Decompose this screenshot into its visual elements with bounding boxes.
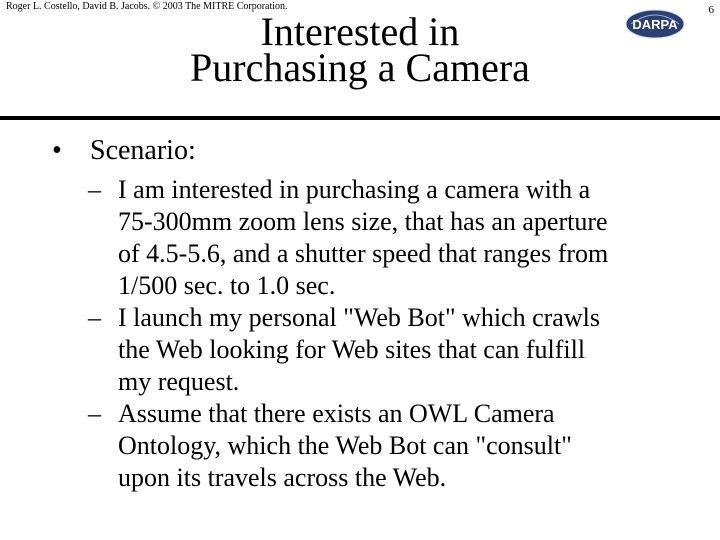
dash-marker: – [88,175,101,204]
copyright-credit: Roger L. Costello, David B. Jacobs. © 2003 The MITRE Corporation. [6,1,288,12]
dash-marker: – [88,399,101,428]
sub-bullet-text [118,174,608,302]
bullet-dot: • [52,135,62,166]
title-line-2: Purchasing a Camera [190,45,530,90]
sub-bullet-line: 1/500 sec. to 1.0 sec. [118,271,336,300]
sub-bullet-item [88,398,678,494]
dash-marker: – [88,303,101,332]
sub-bullet-line: 75-300mm zoom lens size, that has an aperture [118,207,608,236]
sub-bullet-line: Ontology, which the Web Bot can "consult" [118,431,572,460]
title-divider [0,116,720,120]
sub-bullet-text [118,398,572,494]
title-line-1: Interested in [260,9,460,54]
sub-bullet-item [88,302,678,398]
sub-bullet-line: I launch my personal "Web Bot" which crawls [118,303,600,332]
darpa-logo-text: DARPA [632,17,678,32]
sub-bullet-line: of 4.5-5.6, and a shutter speed that ranges from [118,239,609,268]
darpa-logo [625,8,685,40]
sub-bullet-text [118,302,600,398]
sub-bullet-item [88,174,678,302]
sub-bullet-list [88,174,678,494]
sub-bullet-line: the Web looking for Web sites that can fulfill [118,335,586,364]
sub-bullet-line: upon its travels across the Web. [118,463,447,492]
bullet-label: Scenario: [90,135,196,166]
bullet-scenario [52,134,196,168]
slide-title [110,9,610,90]
sub-bullet-line: my request. [118,367,240,396]
sub-bullet-line: Assume that there exists an OWL Camera [118,399,555,428]
page-number: 6 [708,4,714,16]
sub-bullet-line: I am interested in purchasing a camera with a [118,175,591,204]
